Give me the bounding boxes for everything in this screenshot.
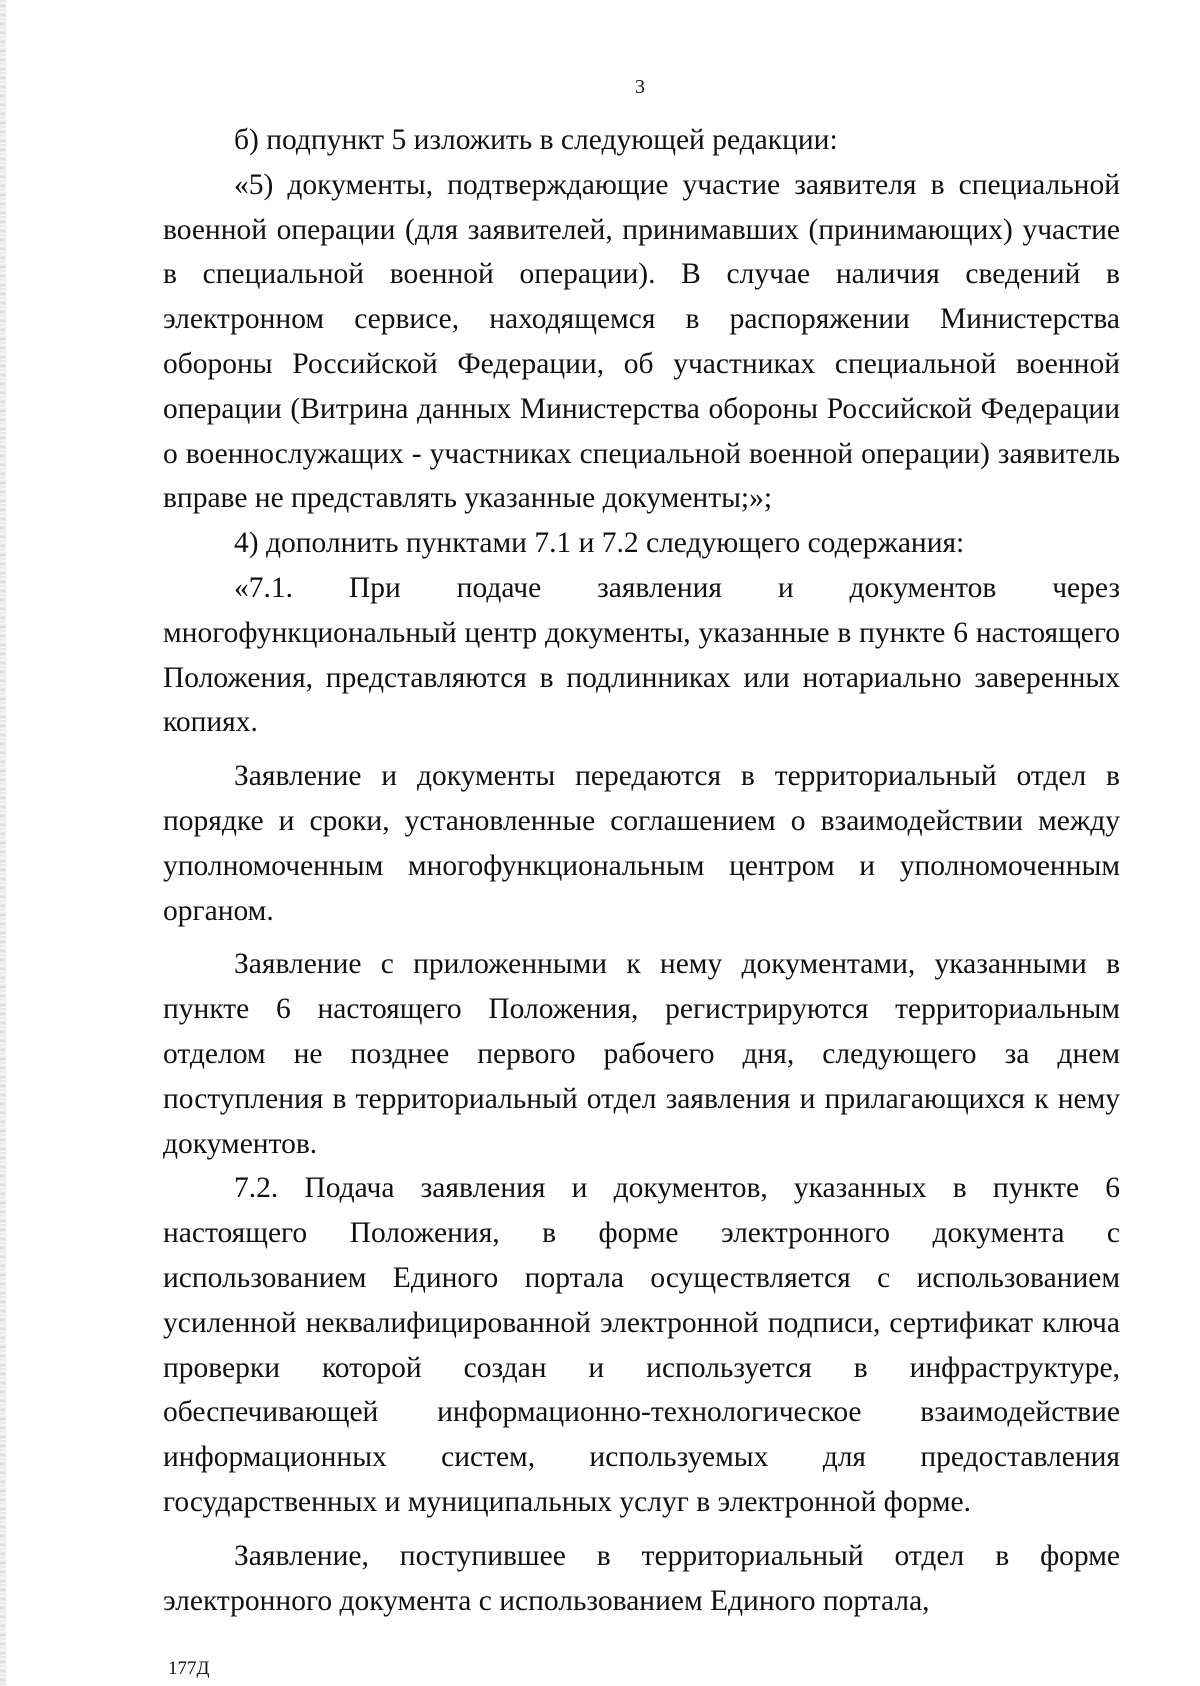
paragraph-7-2: 7.2. Подача заявления и документов, указанных в пункте 6 настоящего Положения, в форме электронного документа с использованием Единого портала осуществляется с использованием усиленной неквалифицированной электронной подписи, сертификат ключа проверки которой создан и используется в инфраструктуре, обеспечивающей информационно-технологическое взаимодействие информационных систем, используемых для предоставления государственных и муниципальных услуг в электронной форме. (163, 1172, 1120, 1518)
footer-code: 177Д (168, 1658, 210, 1679)
paragraph-subpoint-b: б) подпункт 5 изложить в следующей редакции: (234, 124, 838, 156)
document-body (163, 118, 1120, 1623)
paragraph-registration: Заявление с приложенными к нему документами, указанными в пункте 6 настоящего Положения, регистрируются территориальным отделом не позднее первого рабочего дня, следующего за днем поступления в территориальный отдел заявления и прилагающихся к нему документов. (163, 948, 1120, 1160)
page-number: 3 (635, 76, 645, 98)
paragraph-transfer: Заявление и документы передаются в территориальный отдел в порядке и сроки, установленные соглашением о взаимодействии между уполномоченным многофункциональным центром и уполномоченным органом. (163, 760, 1120, 927)
paragraph-electronic-application: Заявление, поступившее в территориальный отдел в форме электронного документа с использованием Единого портала, (163, 1539, 1120, 1617)
scan-edge (0, 0, 6, 1686)
paragraph-point-4: 4) дополнить пунктами 7.1 и 7.2 следующего содержания: (234, 527, 965, 560)
paragraph-subpoint-5-text: «5) документы, подтверждающие участие заявителя в специальной военной операции (для заявителей, принимавших (принимающих) участие в специальной военной операции). В случае наличия сведений в электронном сервисе, находящемся в распоряжении Министерства обороны Российской Федерации, об участниках специальной военной операции (Витрина данных Министерства обороны Российской Федерации о военнослужащих - участниках специальной военной операции) заявитель вправе не представлять указанные документы;»; (163, 168, 1120, 515)
paragraph-7-1: «7.1. При подаче заявления и документов через многофункциональный центр документы, указанные в пункте 6 настоящего Положения, представляются в подлинниках или нотариально заверенных копиях. (163, 571, 1120, 739)
